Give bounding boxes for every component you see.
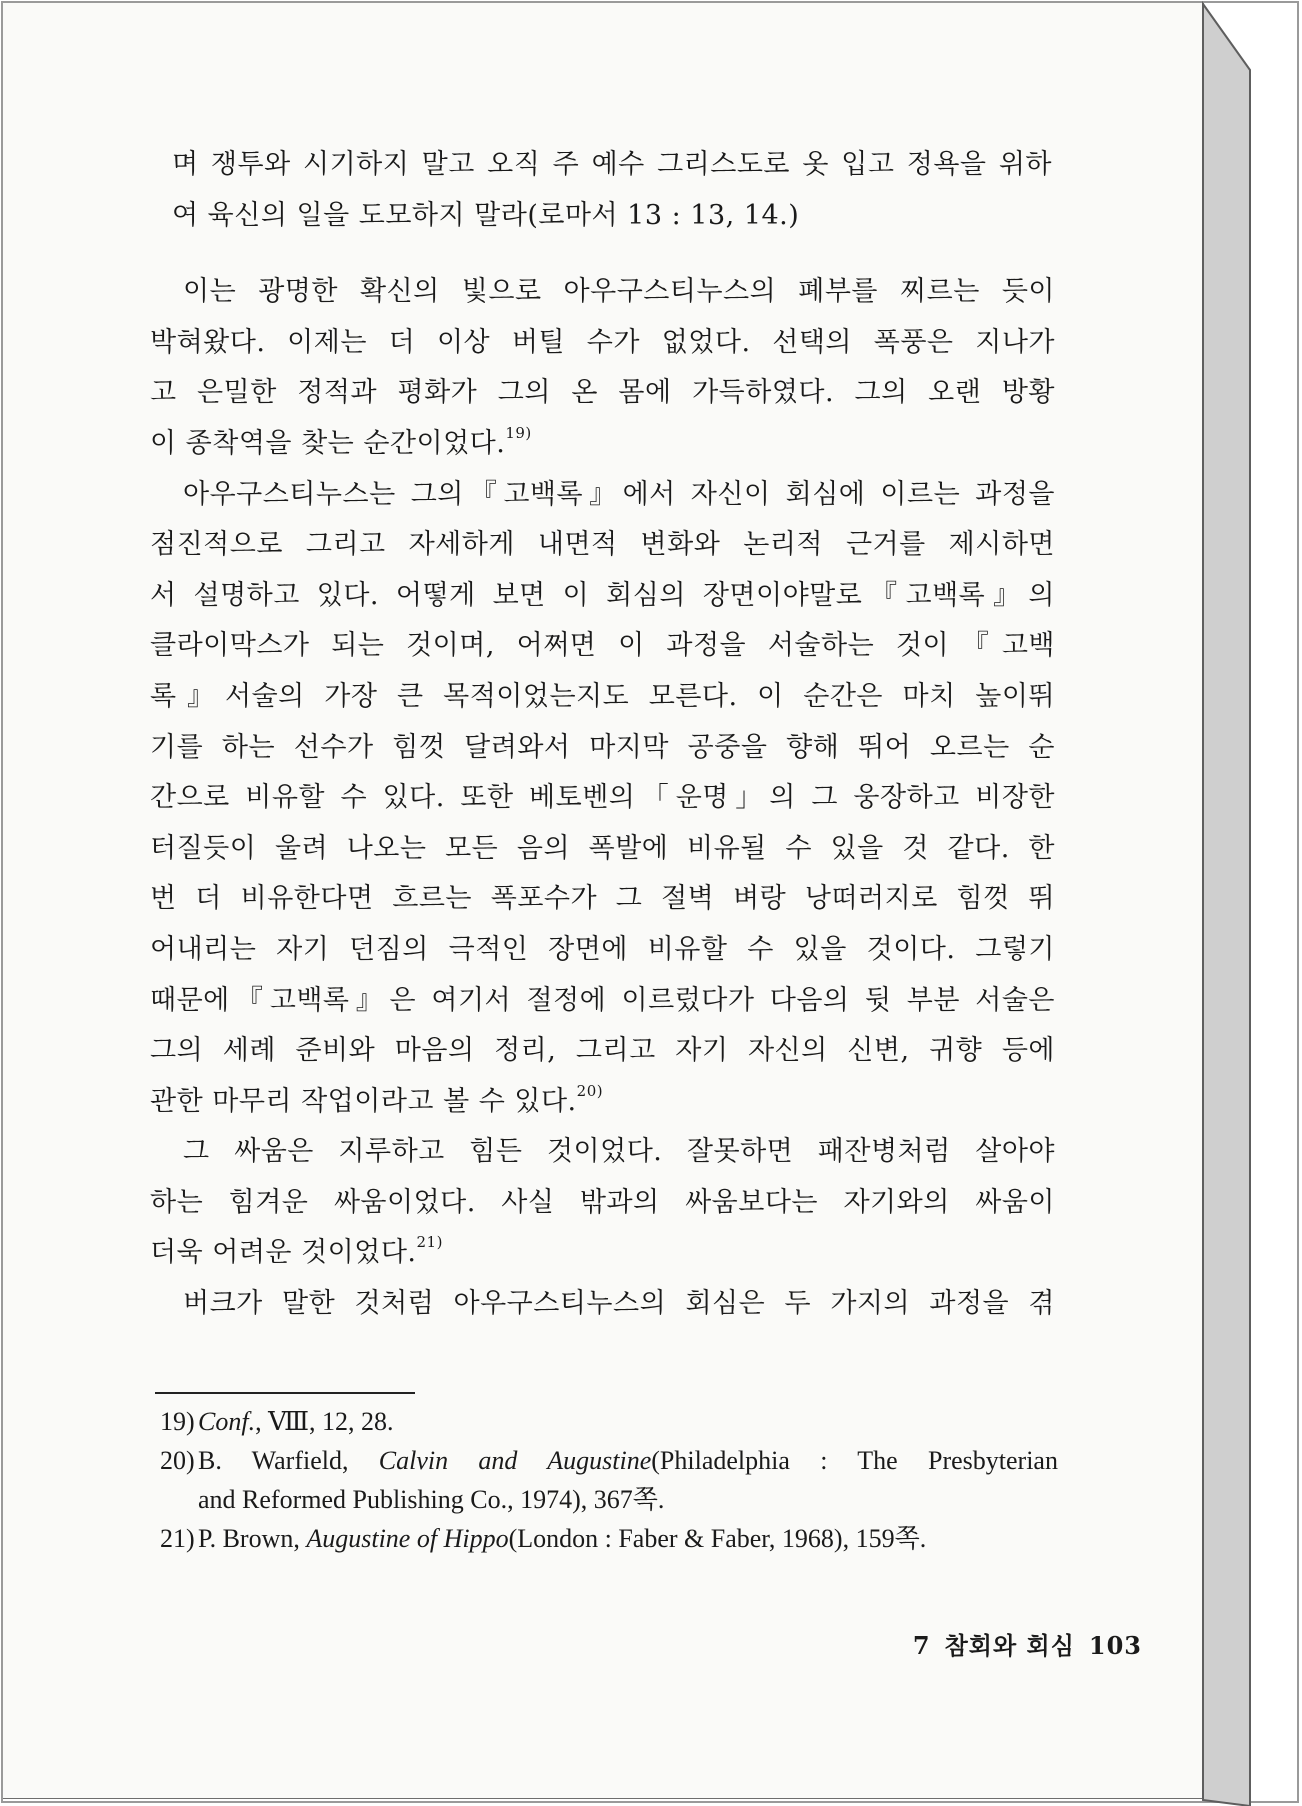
footnote-19 bbox=[160, 1402, 1058, 1441]
paragraph-line: 간으로 비유할 수 있다. 또한 베토벤의「운명」의 그 웅장하고 비장한 bbox=[150, 782, 1055, 814]
scripture-quote bbox=[150, 140, 1055, 241]
paragraph-line-text: 더욱 어려운 것이었다. bbox=[150, 1237, 417, 1269]
paragraph-line: 터질듯이 울려 나오는 모든 음의 폭발에 비유될 수 있을 것 같다. 한 bbox=[150, 832, 1055, 864]
paragraph bbox=[150, 470, 1055, 1128]
footnotes bbox=[160, 1402, 1058, 1558]
chapter-title: 참회와 회심 bbox=[944, 1631, 1075, 1660]
paragraph-line: 이는 광명한 확신의 빛으로 아우구스티누스의 폐부를 찌르는 듯이 bbox=[183, 276, 1055, 308]
paragraph-line: 점진적으로 그리고 자세하게 내면적 변화와 논리적 근거를 제시하면 bbox=[150, 529, 1055, 561]
footnote-21 bbox=[160, 1519, 1058, 1558]
paragraph-line: 록』서술의 가장 큰 목적이었는지도 모른다. 이 순간은 마치 높이뛰 bbox=[150, 680, 1055, 712]
footnote-20-continued: and Reformed Publishing Co., 1974), 367쪽. bbox=[198, 1485, 665, 1514]
footnote-ref[interactable]: 19) bbox=[505, 423, 532, 442]
running-footer bbox=[899, 1626, 1142, 1661]
footnote-ref[interactable]: 21) bbox=[416, 1233, 443, 1252]
footnote-text: B. Warfield, bbox=[198, 1446, 379, 1475]
paragraph-line-text: 이 종착역을 찾는 순간이었다. bbox=[150, 427, 506, 459]
paragraph-line-text: 관한 마무리 작업이라고 볼 수 있다. bbox=[150, 1085, 577, 1117]
paragraph-line: 박혀왔다. 이제는 더 이상 버틸 수가 없었다. 선택의 폭풍은 지나가 bbox=[150, 326, 1055, 358]
paragraph-line: 서 설명하고 있다. 어떻게 보면 이 회심의 장면이야말로『고백록』의 bbox=[150, 579, 1055, 611]
paragraph-line: 그 싸움은 지루하고 힘든 것이었다. 잘못하면 패잔병처럼 살아야 bbox=[183, 1136, 1055, 1168]
paragraph-line: 어내리는 자기 던짐의 극적인 장면에 비유할 수 있을 것이다. 그렇기 bbox=[150, 933, 1055, 965]
paragraph-line bbox=[150, 419, 1055, 470]
footnote-title: Calvin and Augustine bbox=[378, 1446, 652, 1475]
paragraph-line: 아우구스티누스는 그의『고백록』에서 자신이 회심에 이르는 과정을 bbox=[183, 478, 1055, 510]
footnote-text: (London : Faber & Faber, 1968), 159쪽. bbox=[508, 1524, 927, 1553]
paragraph-line: 클라이막스가 되는 것이며, 어쩌면 이 과정을 서술하는 것이『고백 bbox=[150, 630, 1055, 662]
paragraph bbox=[150, 267, 1055, 469]
paragraph-line: 버크가 말한 것처럼 아우구스티누스의 회심은 두 가지의 과정을 겪 bbox=[183, 1288, 1055, 1320]
paragraph-line bbox=[150, 1228, 1055, 1279]
footnote-title: Augustine of Hippo bbox=[306, 1524, 509, 1553]
paragraph bbox=[150, 1279, 1055, 1330]
footnote-number: 19) bbox=[160, 1407, 195, 1436]
footnote-text: P. Brown, bbox=[198, 1524, 307, 1553]
footnote-title: Conf. bbox=[198, 1407, 256, 1436]
footnote-number: 20) bbox=[160, 1446, 195, 1475]
page-number: 103 bbox=[1088, 1631, 1142, 1660]
chapter-number: 7 bbox=[912, 1631, 931, 1660]
paragraph-line: 번 더 비유한다면 흐르는 폭포수가 그 절벽 벼랑 낭떠러지로 힘껏 뛰 bbox=[150, 883, 1055, 915]
footnote-ref[interactable]: 20) bbox=[576, 1081, 604, 1100]
quote-line: 며 쟁투와 시기하지 말고 오직 주 예수 그리스도로 옷 입고 정욕을 위하 bbox=[172, 149, 1052, 180]
paragraph bbox=[150, 1127, 1055, 1279]
footnote-text: , Ⅷ, 12, 28. bbox=[255, 1407, 394, 1436]
footnote-separator bbox=[155, 1392, 415, 1394]
quote-line: 여 육신의 일을 도모하지 말라(로마서 13 : 13, 14.) bbox=[172, 199, 800, 231]
paragraph-line: 고 은밀한 정적과 평화가 그의 온 몸에 가득하였다. 그의 오랜 방황 bbox=[150, 377, 1055, 409]
footnote-20 bbox=[160, 1441, 1058, 1480]
paragraph-line: 그의 세례 준비와 마음의 정리, 그리고 자기 자신의 신변, 귀향 등에 bbox=[150, 1035, 1055, 1067]
paragraph-line: 때문에『고백록』은 여기서 절정에 이르렀다가 다음의 뒷 부분 서술은 bbox=[150, 984, 1055, 1016]
paragraph-line bbox=[150, 1077, 1055, 1128]
footnote-text: (Philadelphia : The Presbyterian bbox=[651, 1446, 1058, 1475]
paragraph-line: 하는 힘겨운 싸움이었다. 사실 밖과의 싸움보다는 자기와의 싸움이 bbox=[150, 1186, 1055, 1218]
paragraph-line: 기를 하는 선수가 힘껏 달려와서 마지막 공중을 향해 뛰어 오르는 순 bbox=[150, 731, 1055, 763]
body-text bbox=[150, 140, 1055, 1330]
footnote-number: 21) bbox=[160, 1524, 195, 1553]
